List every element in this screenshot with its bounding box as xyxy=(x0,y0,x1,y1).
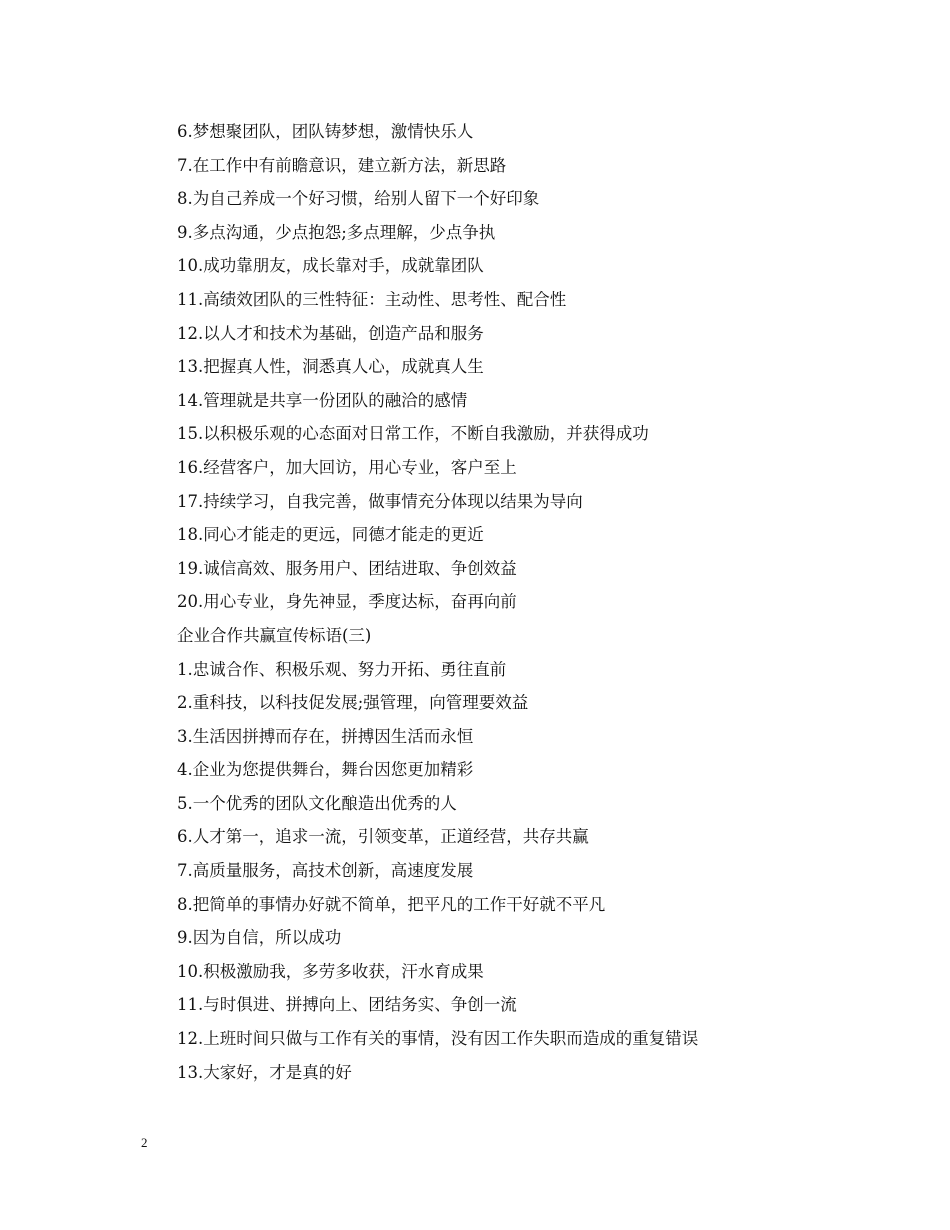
text-line: 11.高绩效团队的三性特征：主动性、思考性、配合性 xyxy=(177,289,567,309)
text-line: 12.上班时间只做与工作有关的事情，没有因工作失职而造成的重复错误 xyxy=(177,1029,699,1049)
text-line: 20.用心专业，身先神显，季度达标，奋再向前 xyxy=(177,592,517,612)
text-line: 企业合作共赢宣传标语(三) xyxy=(177,625,372,645)
text-line: 3.生活因拼搏而存在，拼搏因生活而永恒 xyxy=(177,726,474,746)
text-line: 9.因为自信，所以成功 xyxy=(177,928,342,948)
text-line: 2.重科技，以科技促发展;强管理，向管理要效益 xyxy=(177,693,529,713)
slogan-list xyxy=(177,115,897,1089)
text-line: 10.积极激励我，多劳多收获，汗水育成果 xyxy=(177,961,484,981)
text-line: 6.人才第一，追求一流，引领变革，正道经营，共存共赢 xyxy=(177,827,589,847)
text-line: 13.把握真人性，洞悉真人心，成就真人生 xyxy=(177,357,484,377)
text-line: 1.忠诚合作、积极乐观、努力开拓、勇往直前 xyxy=(177,659,507,679)
text-line: 4.企业为您提供舞台，舞台因您更加精彩 xyxy=(177,760,474,780)
text-line: 15.以积极乐观的心态面对日常工作，不断自我激励，并获得成功 xyxy=(177,424,649,444)
text-line: 9.多点沟通，少点抱怨;多点理解，少点争执 xyxy=(177,222,496,242)
text-line: 8.为自己养成一个好习惯，给别人留下一个好印象 xyxy=(177,189,540,209)
text-line: 12.以人才和技术为基础，创造产品和服务 xyxy=(177,323,484,343)
text-line: 19.诚信高效、服务用户、团结进取、争创效益 xyxy=(177,558,517,578)
text-line: 18.同心才能走的更远，同德才能走的更近 xyxy=(177,525,484,545)
text-line: 14.管理就是共享一份团队的融洽的感情 xyxy=(177,390,468,410)
text-line: 11.与时俱进、拼搏向上、团结务实、争创一流 xyxy=(177,995,517,1015)
text-line: 7.高质量服务，高技术创新，高速度发展 xyxy=(177,861,474,881)
text-line: 10.成功靠朋友，成长靠对手，成就靠团队 xyxy=(177,256,484,276)
page-number: 2 xyxy=(141,1135,148,1150)
text-line: 16.经营客户，加大回访，用心专业，客户至上 xyxy=(177,457,517,477)
text-line: 13.大家好，才是真的好 xyxy=(177,1062,352,1082)
text-line: 5.一个优秀的团队文化酿造出优秀的人 xyxy=(177,793,457,813)
text-line: 7.在工作中有前瞻意识，建立新方法，新思路 xyxy=(177,155,507,175)
text-line: 6.梦想聚团队，团队铸梦想，激情快乐人 xyxy=(177,122,474,141)
text-line: 17.持续学习，自我完善，做事情充分体现以结果为导向 xyxy=(177,491,583,511)
text-line: 8.把简单的事情办好就不简单，把平凡的工作干好就不平凡 xyxy=(177,894,606,914)
